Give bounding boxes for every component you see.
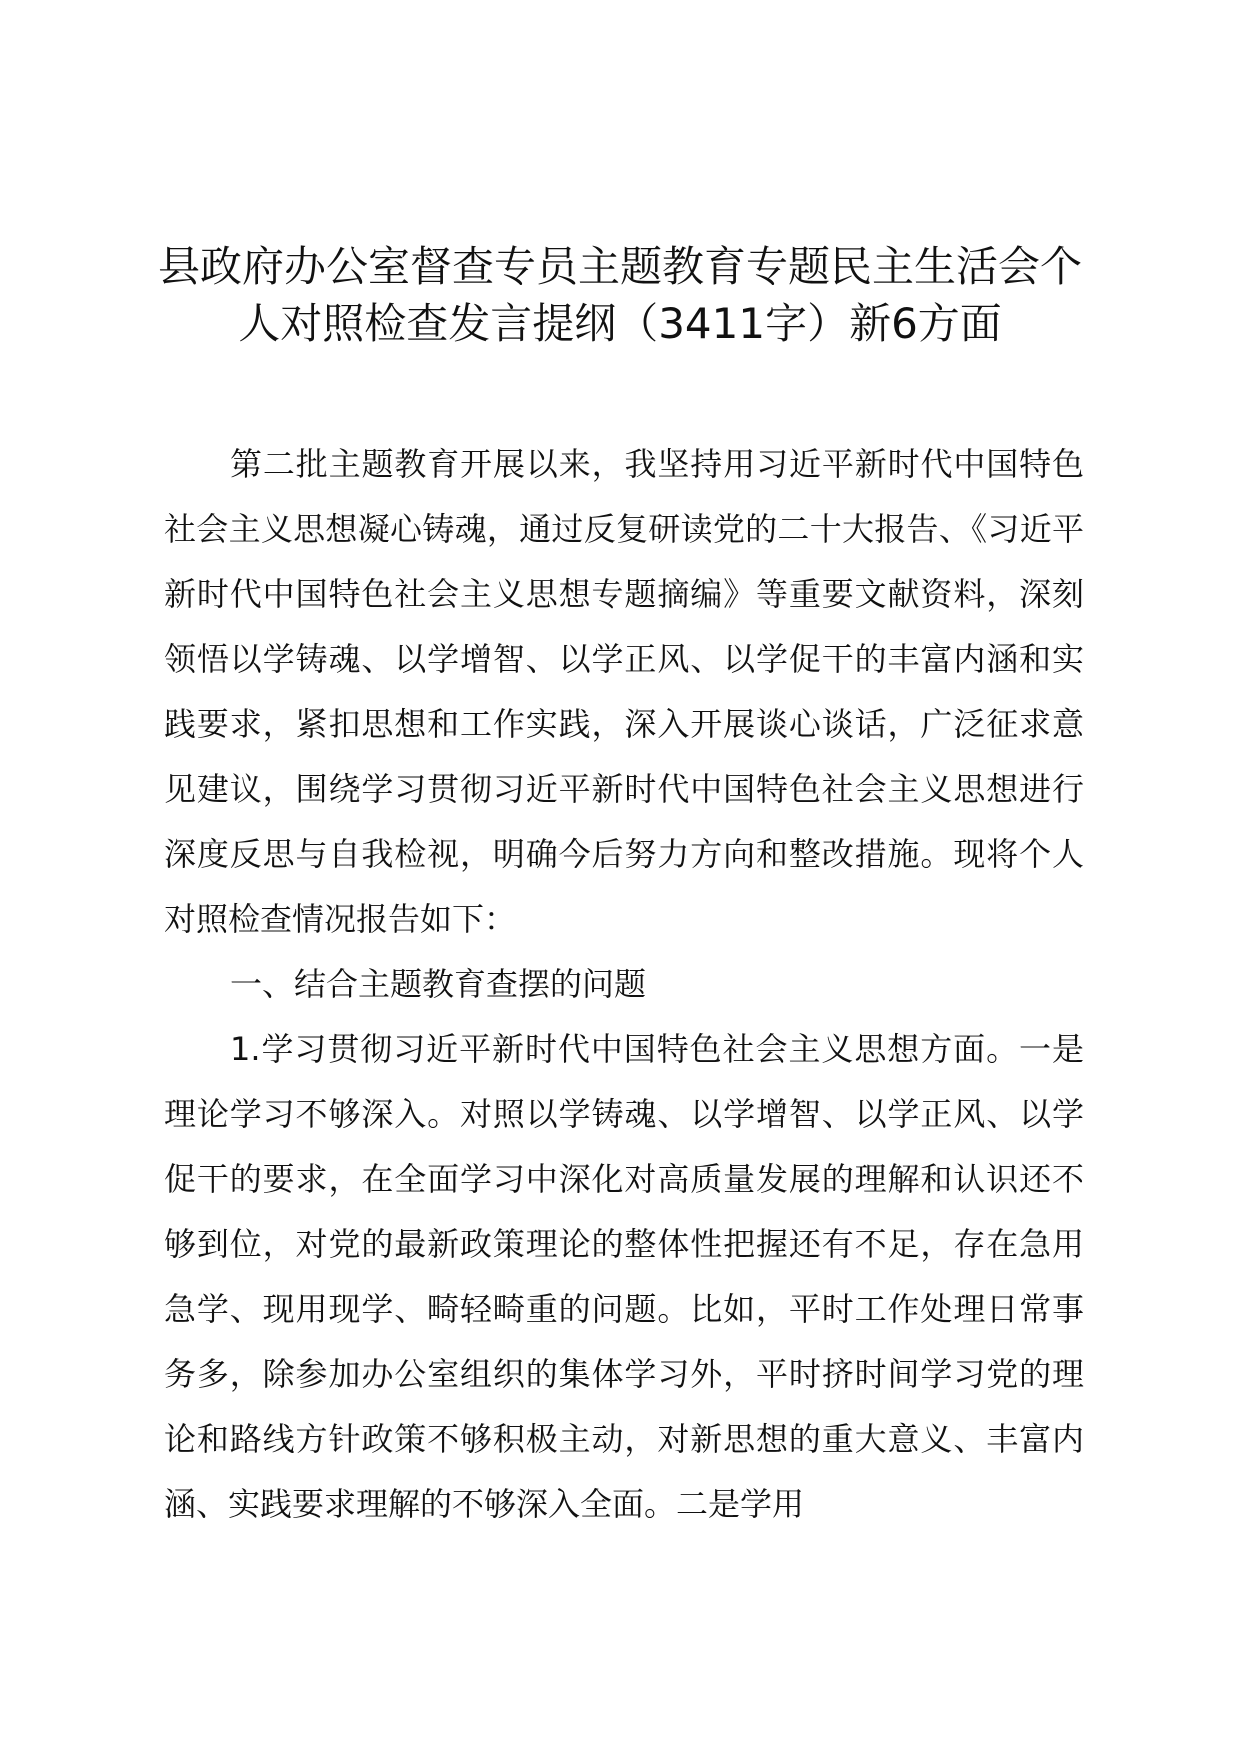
- section-heading: 一、结合主题教育查摆的问题: [230, 965, 647, 1003]
- document-title: 县政府办公室督查专员主题教育专题民主生活会个人对照检查发言提纲（3411字）新6方面: [157, 242, 1082, 348]
- document-body: [164, 432, 1084, 1537]
- section-paragraph: 1.学习贯彻习近平新时代中国特色社会主义思想方面。一是理论学习不够深入。对照以学铸魂、以学增智、以学正风、以学促干的要求，在全面学习中深化对高质量发展的理解和认识还不够到位，对党的最新政策理论的整体性把握还有不足，存在急用急学、现用现学、畸轻畸重的问题。比如，平时工作处理日常事务多，除参加办公室组织的集体学习外，平时挤时间学习党的理论和路线方针政策不够积极主动，对新思想的重大意义、丰富内涵、实践要求理解的不够深入全面。二是学用: [164, 1030, 1084, 1523]
- intro-paragraph: 第二批主题教育开展以来，我坚持用习近平新时代中国特色社会主义思想凝心铸魂，通过反复研读党的二十大报告、《习近平新时代中国特色社会主义思想专题摘编》等重要文献资料，深刻领悟以学铸魂、以学增智、以学正风、以学促干的丰富内涵和实践要求，紧扣思想和工作实践，深入开展谈心谈话，广泛征求意见建议，围绕学习贯彻习近平新时代中国特色社会主义思想进行深度反思与自我检视，明确今后努力方向和整改措施。现将个人对照检查情况报告如下：: [164, 445, 1084, 938]
